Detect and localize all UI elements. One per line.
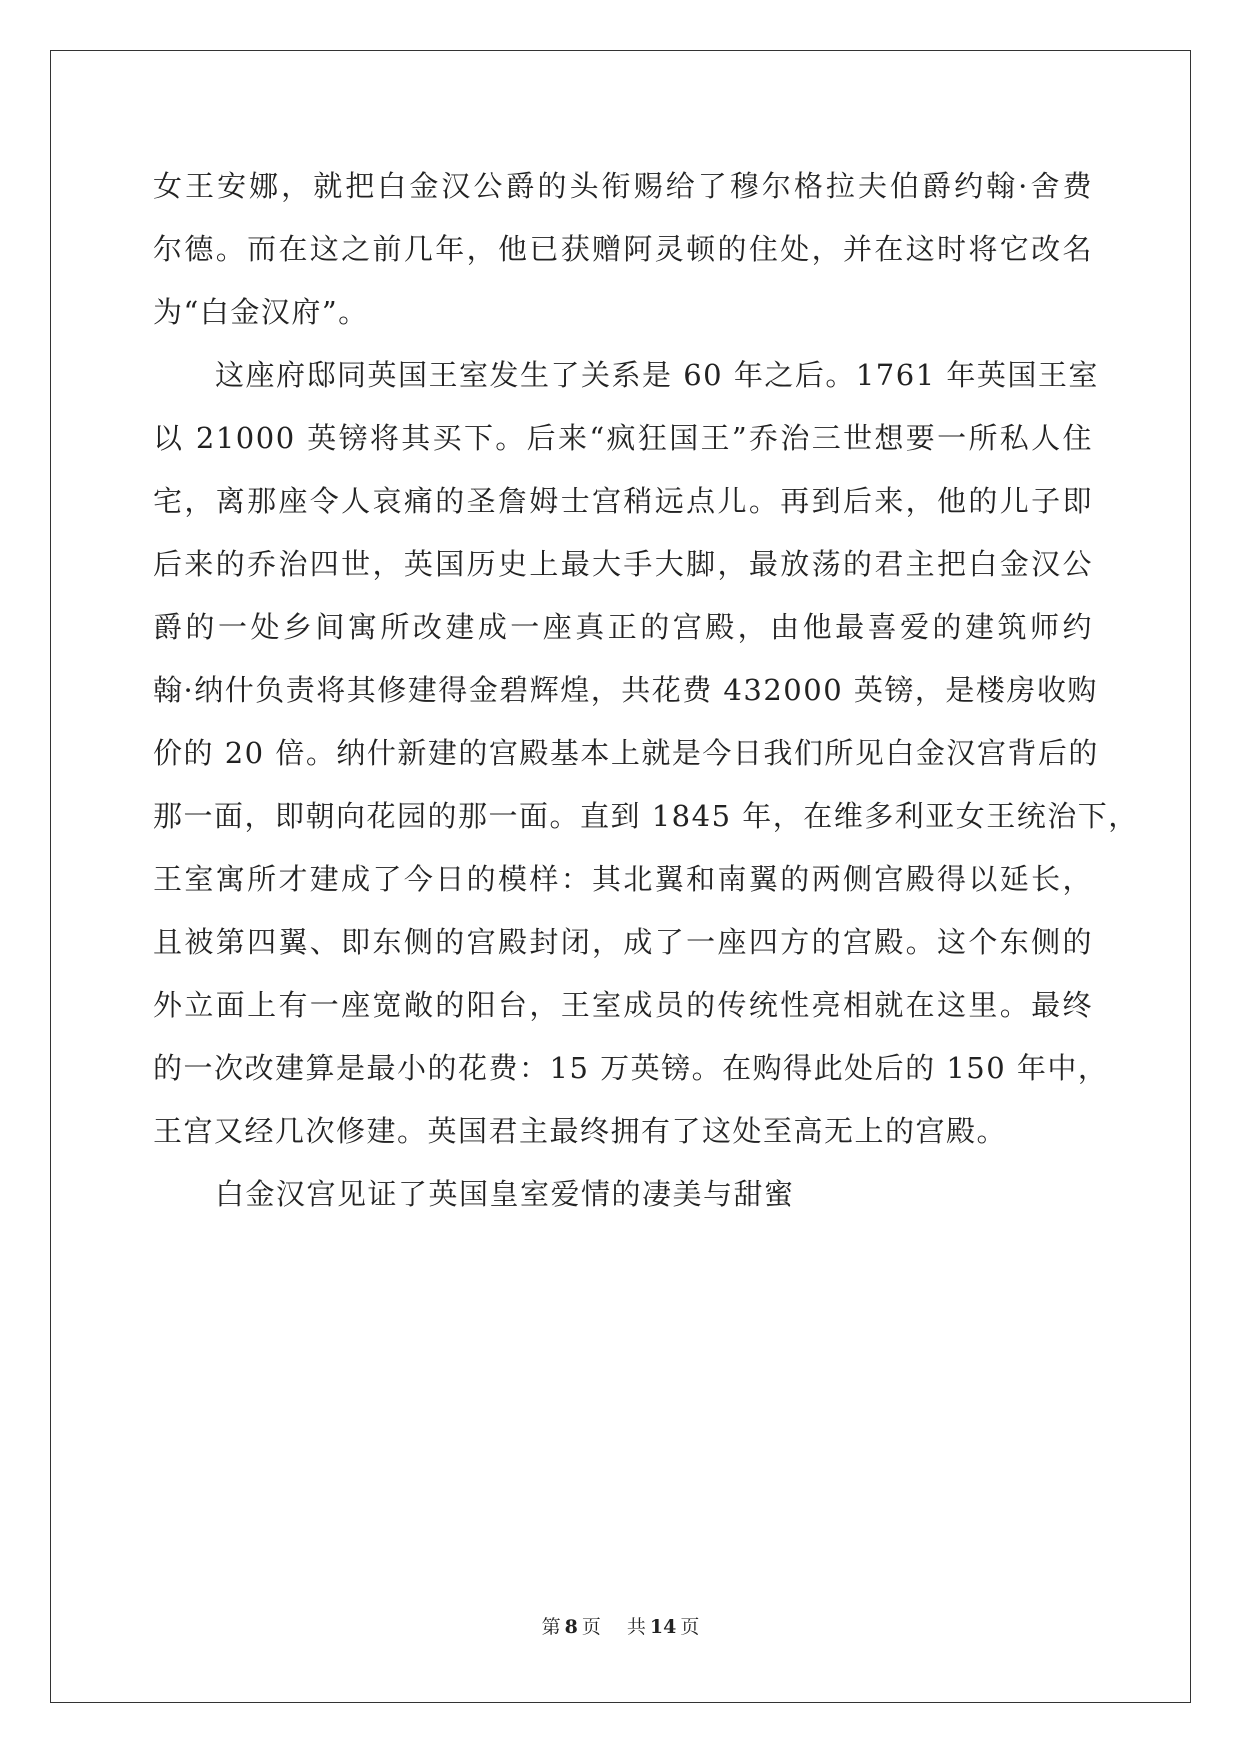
text-line: 爵的一处乡间寓所改建成一座真正的宫殿，由他最喜爱的建筑师约 (153, 610, 1093, 644)
text-line: 尔德。而在这之前几年，他已获赠阿灵顿的住处，并在这时将它改名 (153, 232, 1093, 266)
text-line: 以 21000 英镑将其买下。后来“疯狂国王”乔治三世想要一所私人住 (153, 421, 1093, 455)
text-line: 那一面，即朝向花园的那一面。直到 1845 年，在维多利亚女王统治下， (153, 799, 1139, 833)
text-line: 宅，离那座令人哀痛的圣詹姆士宫稍远点儿。再到后来，他的儿子即 (153, 484, 1093, 518)
total-pages: 14 (649, 1616, 677, 1638)
text-line: 为“白金汉府”。 (153, 295, 369, 329)
page-suffix: 页 (581, 1616, 601, 1638)
text-line: 外立面上有一座宽敞的阳台，王室成员的传统性亮相就在这里。最终 (153, 988, 1093, 1022)
document-body (153, 155, 1139, 1226)
text-line: 王室寓所才建成了今日的模样：其北翼和南翼的两侧宫殿得以延长， (153, 862, 1093, 896)
text-line: 翰·纳什负责将其修建得金碧辉煌，共花费 432000 英镑，是楼房收购 (153, 673, 1098, 707)
page-footer (0, 1612, 1241, 1639)
text-line: 这座府邸同英国王室发生了关系是 60 年之后。1761 年英国王室 (215, 358, 1099, 392)
text-line: 的一次改建算是最小的花费：15 万英镑。在购得此处后的 150 年中， (153, 1051, 1109, 1085)
text-line: 且被第四翼、即东侧的宫殿封闭，成了一座四方的宫殿。这个东侧的 (153, 925, 1093, 959)
total-prefix: 共 (626, 1616, 646, 1638)
text-line: 女王安娜，就把白金汉公爵的头衔赐给了穆尔格拉夫伯爵约翰·舍费 (153, 169, 1093, 203)
total-suffix: 页 (680, 1616, 700, 1638)
text-line: 价的 20 倍。纳什新建的宫殿基本上就是今日我们所见白金汉宫背后的 (153, 736, 1099, 770)
text-line: 王宫又经几次修建。英国君主最终拥有了这处至高无上的宫殿。 (153, 1114, 1008, 1148)
page-prefix: 第 (541, 1616, 561, 1638)
page-number: 8 (564, 1616, 578, 1638)
text-line: 后来的乔治四世，英国历史上最大手大脚，最放荡的君主把白金汉公 (153, 547, 1093, 581)
text-line: 白金汉宫见证了英国皇室爱情的凄美与甜蜜 (215, 1177, 795, 1211)
